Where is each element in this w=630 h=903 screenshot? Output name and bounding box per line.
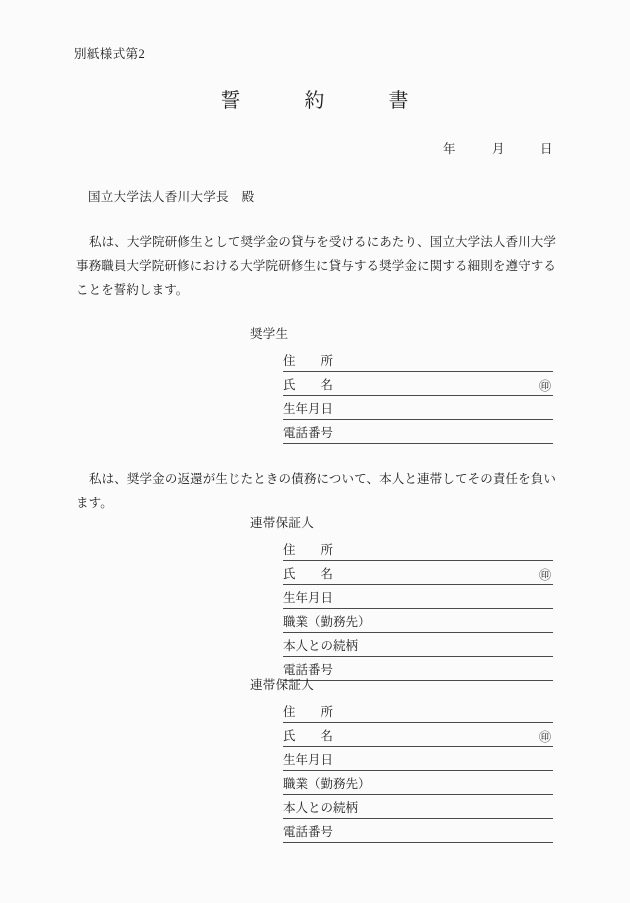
signature-section-heading: 奨学生 bbox=[250, 327, 289, 341]
field-row-name[interactable] bbox=[283, 723, 553, 747]
field-label-name: 氏 名 bbox=[283, 729, 334, 743]
field-label-address: 住 所 bbox=[283, 354, 334, 368]
field-row-relationship[interactable] bbox=[283, 633, 553, 657]
date-day-label: 日 bbox=[540, 142, 553, 156]
field-row-birthdate[interactable] bbox=[283, 396, 553, 420]
field-row-birthdate[interactable] bbox=[283, 747, 553, 771]
field-label-relationship: 本人との続柄 bbox=[283, 801, 359, 815]
seal-stamp-icon: ㊞ bbox=[538, 568, 551, 582]
seal-stamp-icon: ㊞ bbox=[538, 379, 551, 393]
field-row-birthdate[interactable] bbox=[283, 585, 553, 609]
field-label-address: 住 所 bbox=[283, 705, 334, 719]
field-row-name[interactable] bbox=[283, 561, 553, 585]
form-number: 別紙様式第2 bbox=[74, 47, 146, 61]
signature-section-scholar bbox=[250, 325, 553, 444]
signature-section-heading: 連帯保証人 bbox=[250, 678, 315, 692]
field-row-relationship[interactable] bbox=[283, 795, 553, 819]
field-label-phone: 電話番号 bbox=[283, 426, 334, 440]
field-label-birthdate: 生年月日 bbox=[283, 753, 334, 767]
field-row-phone[interactable] bbox=[283, 819, 553, 843]
field-row-address[interactable] bbox=[283, 699, 553, 723]
field-label-birthdate: 生年月日 bbox=[283, 402, 334, 416]
field-label-name: 氏 名 bbox=[283, 378, 334, 392]
field-row-occupation[interactable] bbox=[283, 609, 553, 633]
field-label-relationship: 本人との続柄 bbox=[283, 639, 359, 653]
date-month-label: 月 bbox=[492, 142, 505, 156]
signature-section-guarantor-1 bbox=[250, 514, 553, 681]
date-year-label: 年 bbox=[443, 142, 456, 156]
body-paragraph-1: 私は、大学院研修生として奨学金の貸与を受けるにあたり、国立大学法人香川大学事務職員大学院研修における大学院研修生に貸与する奨学金に関する細則を遵守することを誓約します。 bbox=[76, 235, 556, 297]
field-label-occupation: 職業（勤務先） bbox=[283, 615, 371, 629]
signature-section-heading: 連帯保証人 bbox=[250, 516, 315, 530]
addressee: 国立大学法人香川大学長 殿 bbox=[88, 190, 255, 204]
field-label-phone: 電話番号 bbox=[283, 663, 334, 677]
field-row-address[interactable] bbox=[283, 348, 553, 372]
document-title: 誓 約 書 bbox=[220, 90, 410, 112]
field-row-occupation[interactable] bbox=[283, 771, 553, 795]
field-row-name[interactable] bbox=[283, 372, 553, 396]
field-label-occupation: 職業（勤務先） bbox=[283, 777, 371, 791]
field-label-birthdate: 生年月日 bbox=[283, 591, 334, 605]
field-row-phone[interactable] bbox=[283, 420, 553, 444]
body-paragraph-2: 私は、奨学金の返還が生じたときの債務について、本人と連帯してその責任を負います。 bbox=[76, 472, 556, 510]
field-label-phone: 電話番号 bbox=[283, 825, 334, 839]
field-label-address: 住 所 bbox=[283, 543, 334, 557]
seal-stamp-icon: ㊞ bbox=[538, 730, 551, 744]
field-row-address[interactable] bbox=[283, 537, 553, 561]
field-label-name: 氏 名 bbox=[283, 567, 334, 581]
signature-section-guarantor-2 bbox=[250, 676, 553, 843]
